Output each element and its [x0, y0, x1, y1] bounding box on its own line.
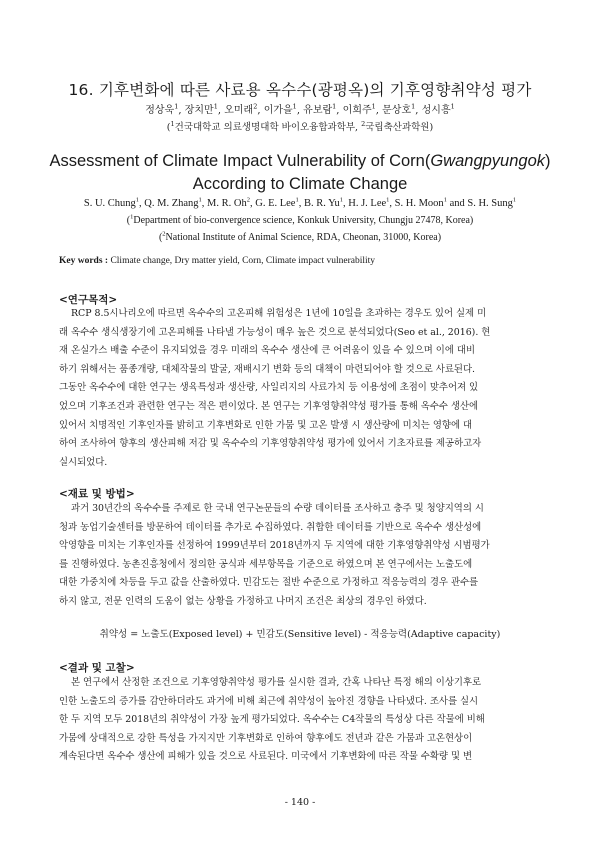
text-line: 본 연구에서 산정한 조건으로 기후영향취약성 평가를 실시한 결과, 간혹 나타난 특정 해의 이상기후로	[71, 677, 482, 688]
author-name: H. J. Lee	[348, 198, 387, 209]
text-line: 인한 노출도의 증가를 감안하더라도 과거에 비해 최근에 취약성이 높아진 경향을 나타냈다. 조사를 실시	[59, 695, 479, 707]
text-line: 하기 위해서는 품종개량, 대체작물의 발굴, 재배시기 변화 등의 대책이 마련되어야 할 것으로 사료된다.	[59, 363, 476, 375]
author-name: S. H. Sung	[467, 198, 513, 209]
text-line: 대한 가중치에 차등을 두고 값을 산출하였다. 민감도는 절반 수준으로 가정하고 적응능력의 경우 관수를	[59, 577, 479, 589]
author-affiliation-mark: 1	[339, 196, 344, 204]
section-body-purpose	[59, 305, 543, 472]
author-name: B. R. Yu	[303, 198, 340, 209]
text-line: 래 옥수수 생식생장기에 고온피해를 나타낼 가능성이 매우 높은 것으로 분석되었다(Seo et al., 2016). 현	[59, 326, 491, 338]
author-affiliation-mark: 1	[386, 196, 390, 204]
text-line: 가뭄에 상대적으로 강한 특성을 가지지만 기후변화로 인하여 향후에도 전년과 같은 가뭄과 고온현상이	[59, 732, 473, 744]
section-heading-methods: <재료 및 방법>	[59, 488, 135, 500]
keywords	[59, 256, 559, 266]
author-name: M. R. Oh	[207, 198, 247, 209]
author-name: 이가을	[263, 105, 293, 116]
author-affiliation-mark: 1	[332, 102, 337, 111]
author-affiliation-mark: 1	[371, 102, 376, 111]
english-affiliation-1: ($^1$Department of bio-convergence science, Konkuk University, Chungju 27478, Korea)	[126, 213, 474, 226]
section-body-results	[59, 674, 543, 767]
text-line: 실시되었다.	[59, 456, 108, 468]
author-name: 장치만	[184, 105, 214, 116]
author-name: 유보람	[303, 105, 333, 116]
author-name: 성시흥	[421, 105, 451, 116]
author-affiliation-mark: 1	[443, 196, 447, 204]
author-affiliation-mark: 1	[450, 102, 455, 111]
author-affiliation-mark: 1	[135, 196, 140, 204]
author-name: 정상욱	[145, 105, 175, 116]
korean-authors: 정상욱$^1$, 장치만$^1$, 오미래$^2$, 이가을$^1$, 유보람$^1$, 이희주$^1$, 문상호$^1$, 성시흥$^1$	[145, 102, 455, 116]
korean-title: 16. 기후변화에 따른 사료용 옥수수(광평옥)의 기후영향취약성 평가	[68, 81, 532, 99]
page-number: - 140 -	[284, 797, 316, 808]
text-line: 계속된다면 옥수수 생산에 피해가 있을 것으로 사료된다. 미국에서 기후변화에 따른 작물 수확량 및 변	[59, 751, 473, 763]
vulnerability-formula: 취약성 = 노출도(Exposed level) + 민감도(Sensitive level) - 적응능력(Adaptive capacity)	[99, 629, 501, 640]
english-affiliation-2: ($^2$National Institute of Animal Science, RDA, Cheonan, 31000, Korea)	[158, 230, 442, 243]
text-line: 하여 조사하여 향후의 생산피해 저감 및 옥수수의 기후영향취약성 평가에 있어서 기초자료를 제공하고자	[59, 438, 482, 450]
english-title: Assessment of Climate Impact Vulnerability of Corn(Gwangpyungok) According to Climate Change	[49, 152, 551, 193]
text-line: 과거 30년간의 옥수수를 주제로 한 국내 연구논문들의 수량 데이터를 조사하고 충주 및 청양지역의 시	[71, 503, 484, 514]
author-affiliation-mark: 2	[246, 196, 250, 204]
author-affiliation-mark: 1	[174, 102, 179, 111]
text-line: 재 온실가스 배출 수준이 유지되었을 경우 미래의 옥수수 생산에 큰 어려움이 있을 수 있으며 이에 대비	[59, 345, 476, 357]
text-line: 한 두 지역 모두 2018년의 취약성이 가장 높게 평가되었다. 옥수수는 C4작물의 특성상 다른 작물에 비해	[59, 714, 485, 726]
text-line: 악영향을 미치는 기후인자를 선정하여 1999년부터 2018년까지 두 지역에 대한 기후영향취약성 시범평가	[59, 540, 490, 552]
author-name: 오미래	[224, 105, 254, 116]
text-line: 하지 않고, 전문 인력의 도움이 없는 상황을 가정하고 나머지 조건은 최상의 경우인 하였다.	[59, 595, 427, 607]
author-affiliation-mark: 2	[253, 102, 258, 111]
korean-affiliation: ($^1$건국대학교 의료생명대학 바이오융합과학부, $^2$국립축산과학원)	[166, 119, 434, 133]
author-affiliation-mark: 1	[292, 102, 297, 111]
author-name: Q. M. Zhang	[144, 198, 199, 209]
author-name: S. U. Chung	[83, 198, 136, 209]
author-name: 이희주	[342, 105, 372, 116]
author-name: S. H. Moon	[394, 198, 444, 209]
section-body-methods	[59, 500, 543, 612]
author-affiliation-mark: 1	[295, 196, 299, 204]
text-line: 있어서 치명적인 기후인자를 밝히고 기후변화로 인한 가뭄 및 고온 발생 시 생산량에 미치는 영향에 대	[59, 419, 473, 431]
author-affiliation-mark: 1	[512, 196, 517, 204]
author-name: G. E. Lee	[255, 198, 296, 209]
section-heading-purpose: <연구목적>	[59, 294, 118, 306]
author-affiliation-mark: 1	[411, 102, 416, 111]
text-line: 를 진행하였다. 농촌진흥청에서 정의한 공식과 세부항목을 기준으로 하였으며 본 연구에서는 노출도에	[59, 558, 473, 570]
author-affiliation-mark: 1	[198, 196, 202, 204]
text-line: 청과 농업기술센터를 방문하여 데이터를 추가로 수집하였다. 취합한 데이터를 기반으로 옥수수 생산성에	[59, 521, 482, 533]
section-heading-results: <결과 및 고찰>	[59, 662, 135, 674]
keywords-label: Key words :	[59, 256, 109, 266]
author-name: 문상호	[382, 105, 412, 116]
text-line: 그동안 옥수수에 대한 연구는 생육특성과 생산량, 사일리지의 사료가치 등 이용성에 초점이 맞추어져 있	[59, 382, 479, 394]
text-line: 었으며 기후조건과 관련한 연구는 적은 편이었다. 본 연구는 기후영향취약성 평가를 통해 옥수수 생산에	[59, 400, 479, 412]
english-authors: S. U. Chung$^1$, Q. M. Zhang$^1$, M. R. Oh$^2$, G. E. Lee$^1$, B. R. Yu$^1$, H. J. Lee$^1$, S. H. Moon$^1$ and S. H. Sung$^1$	[83, 196, 517, 209]
keywords-text: Climate change, Dry matter yield, Corn, Climate impact vulnerability	[108, 256, 376, 266]
text-line: RCP 8.5시나리오에 따르면 옥수수의 고온피해 위험성은 1년에 10일을 초과하는 경우도 있어 실제 미	[71, 308, 487, 319]
author-affiliation-mark: 1	[213, 102, 218, 111]
